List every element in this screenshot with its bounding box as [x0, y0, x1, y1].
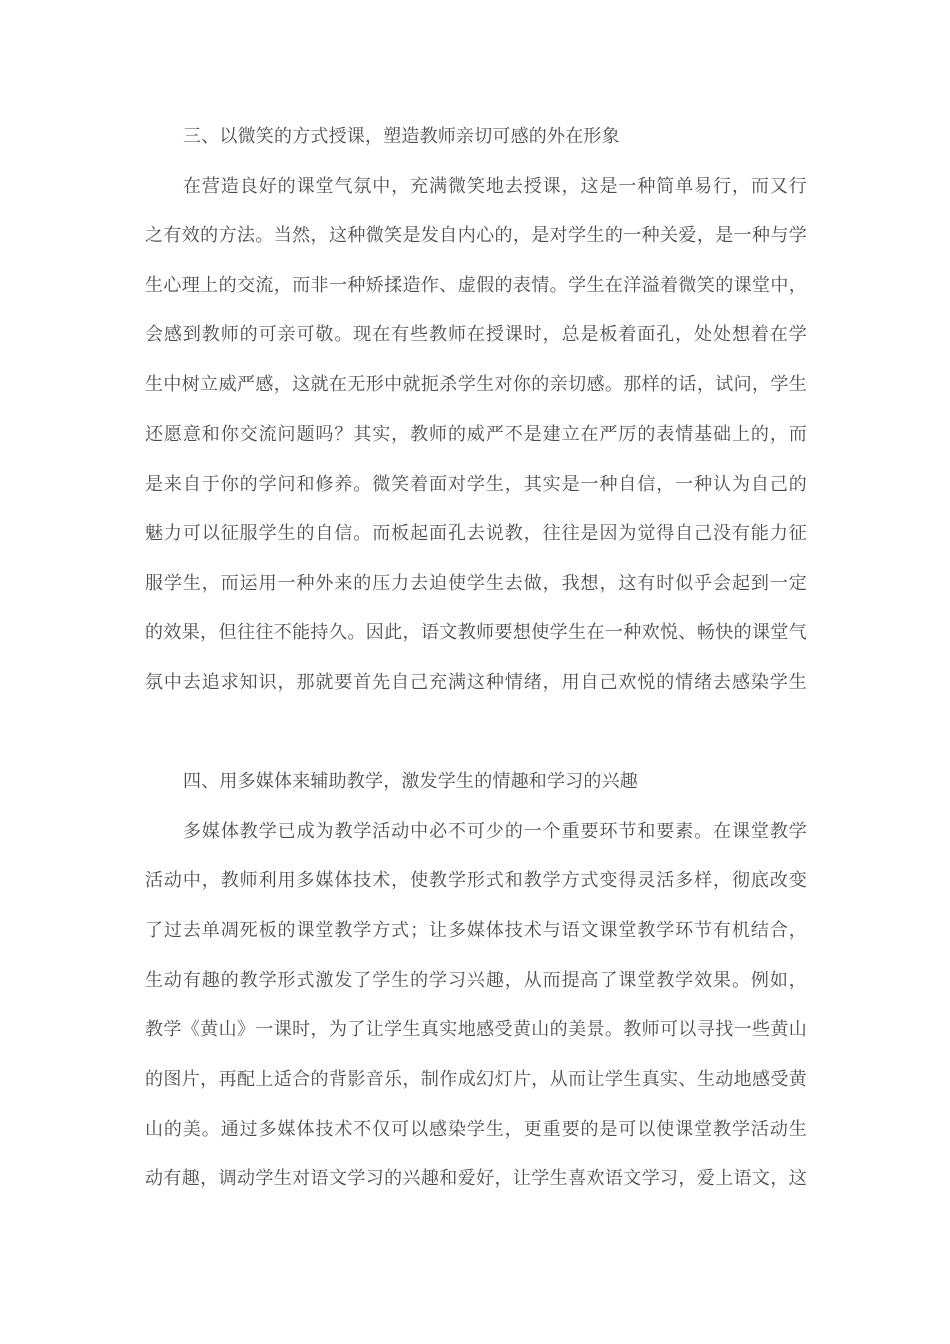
- paragraph-line: 了过去单凋死板的课堂教学方式；让多媒体技术与语文课堂教学环节有机结合，: [145, 920, 807, 941]
- paragraph-line: 在营造良好的课堂气氛中，充满微笑地去授课，这是一种简单易行，而又行: [183, 176, 807, 197]
- paragraph-line: 会感到教师的可亲可敬。现在有些教师在授课时，总是板着面孔，处处想着在学: [145, 324, 807, 345]
- section-4-heading: 四、用多媒体来辅助教学，激发学生的情趣和学习的兴趣: [183, 771, 638, 792]
- section-3-heading: 三、以微笑的方式授课，塑造教师亲切可感的外在形象: [183, 126, 620, 147]
- paragraph-line: 多媒体教学已成为教学活动中必不可少的一个重要环节和要素。在课堂教学: [183, 821, 807, 842]
- paragraph-line: 活动中，教师利用多媒体技术，使教学形式和教学方式变得灵活多样，彻底改变: [145, 870, 807, 891]
- paragraph-line: 动有趣，调动学生对语文学习的兴趣和爱好，让学生喜欢语文学习，爱上语文，这: [145, 1168, 807, 1189]
- paragraph-line: 山的美。通过多媒体技术不仅可以感染学生，更重要的是可以使课堂教学活动生: [145, 1119, 807, 1140]
- paragraph-line: 还愿意和你交流问题吗？其实，教师的威严不是建立在严厉的表情基础上的，而: [145, 424, 807, 445]
- paragraph-line: 生心理上的交流，而非一种矫揉造作、虚假的表情。学生在洋溢着微笑的课堂中，: [145, 275, 807, 296]
- paragraph-line: 教学《黄山》一课时，为了让学生真实地感受黄山的美景。教师可以寻找一些黄山: [145, 1019, 807, 1040]
- paragraph-line: 是来自于你的学问和修养。微笑着面对学生，其实是一种自信，一种认为自己的: [145, 474, 807, 495]
- paragraph-line: 的效果，但往往不能持久。因此，语文教师要想使学生在一种欢悦、畅快的课堂气: [145, 622, 807, 643]
- paragraph-line: 生中树立威严感，这就在无形中就扼杀学生对你的亲切感。那样的话，试问，学生: [145, 374, 807, 395]
- paragraph-line: 魅力可以征服学生的自信。而板起面孔去说教，往往是因为觉得自己没有能力征: [145, 523, 807, 544]
- paragraph-line: 生动有趣的教学形式激发了学生的学习兴趣，从而提高了课堂教学效果。例如，: [145, 970, 807, 991]
- paragraph-line: 的图片，再配上适合的背影音乐，制作成幻灯片，从而让学生真实、生动地感受黄: [145, 1069, 807, 1090]
- paragraph-line: 之有效的方法。当然，这种微笑是发自内心的，是对学生的一种关爱，是一种与学: [145, 225, 807, 246]
- paragraph-line: 服学生，而运用一种外来的压力去迫使学生去做，我想，这有时似乎会起到一定: [145, 573, 807, 594]
- paragraph-line: 氛中去追求知识，那就要首先自己充满这种情绪，用自己欢悦的情绪去感染学生: [145, 672, 807, 693]
